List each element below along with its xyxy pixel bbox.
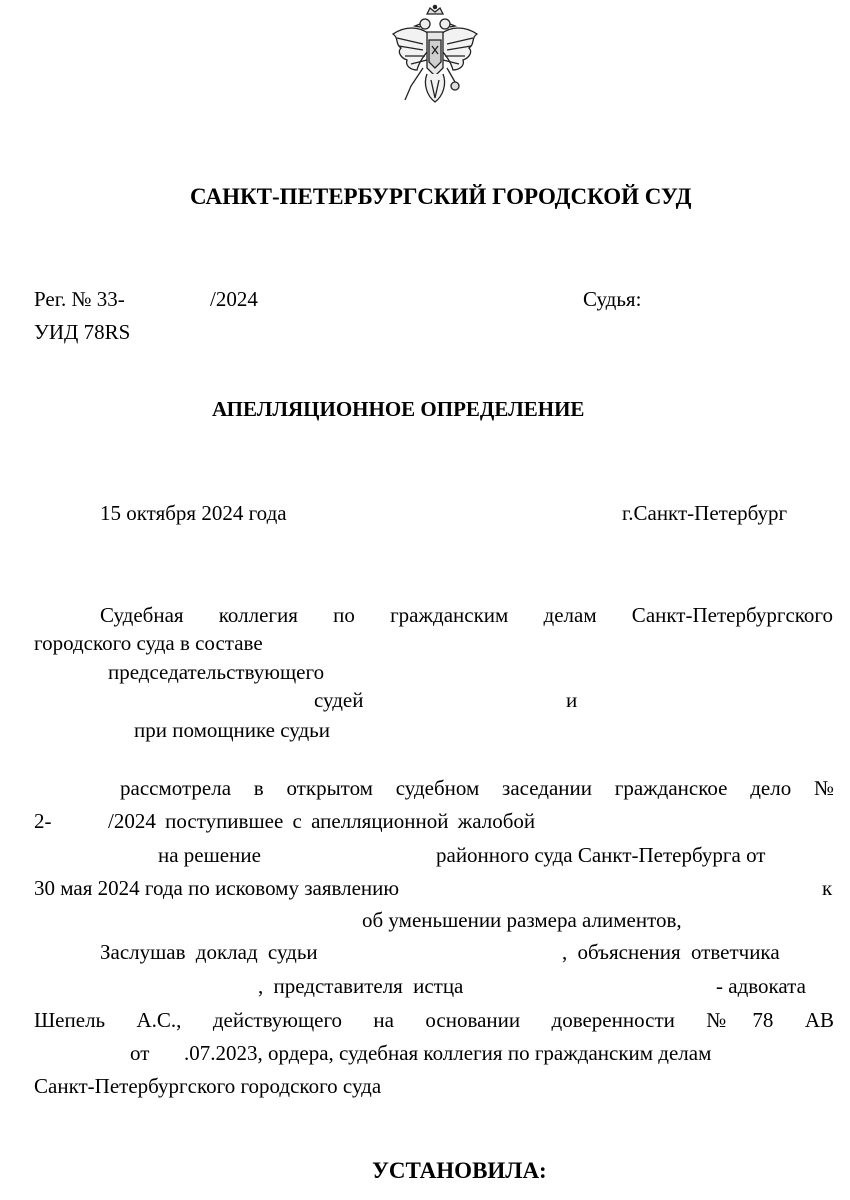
document-title: АПЕЛЛЯЦИОННОЕ ОПРЕДЕЛЕНИЕ [212,397,585,421]
case-line-2-text: /2024 поступившее с апелляционной жалобой [108,809,536,833]
intro-line-1: Судебная коллегия по гражданским делам Санкт-Петербургского [100,603,833,627]
case-line-4-suffix: к [822,876,833,900]
court-name: САНКТ-ПЕТЕРБУРГСКИЙ ГОРОДСКОЙ СУД [190,184,692,209]
judges-label: судей [314,688,364,712]
intro-line-2: городского суда в составе [34,631,263,655]
case-line-1: рассмотрела в открытом судебном заседании гражданское дело № [120,776,834,800]
hear-line-4-text: .07.2023, ордера, судебная коллегия по гражданским делам [184,1041,712,1065]
hear-line-2-text: , представителя истца [258,974,464,998]
uid-label: УИД 78RS [34,320,131,344]
reg-number-year: /2024 [210,287,258,311]
decision-place: г.Санкт-Петербург [622,501,788,525]
hear-line-2-suffix: - адвоката [716,974,806,998]
hear-line-4-prefix: от [130,1041,150,1065]
section-established: УСТАНОВИЛА: [372,1158,547,1183]
judge-label: Судья: [583,287,642,311]
assistant-label: при помощнике судьи [134,718,330,742]
case-line-5: об уменьшении размера алиментов, [362,908,682,932]
case-line-3-prefix: на решение [158,843,261,867]
case-line-4-text: 30 мая 2024 года по исковому заявлению [34,876,400,900]
hear-line-1-prefix: Заслушав доклад судьи [100,940,318,964]
coat-of-arms-emblem [383,4,487,108]
presiding-label: председательствующего [108,660,325,684]
reg-number-label: Рег. № 33- [34,287,125,311]
case-line-2-prefix: 2- [34,809,52,833]
hear-line-5: Санкт-Петербургского городского суда [34,1074,382,1098]
hear-line-3: Шепель А.С., действующего на основании доверенности №78 АВ [34,1008,834,1032]
case-line-3-text: районного суда Санкт-Петербурга от [436,843,766,867]
judges-and: и [566,688,578,712]
decision-date: 15 октября 2024 года [100,501,287,525]
hear-line-1-text: , объяснения ответчика [562,940,780,964]
